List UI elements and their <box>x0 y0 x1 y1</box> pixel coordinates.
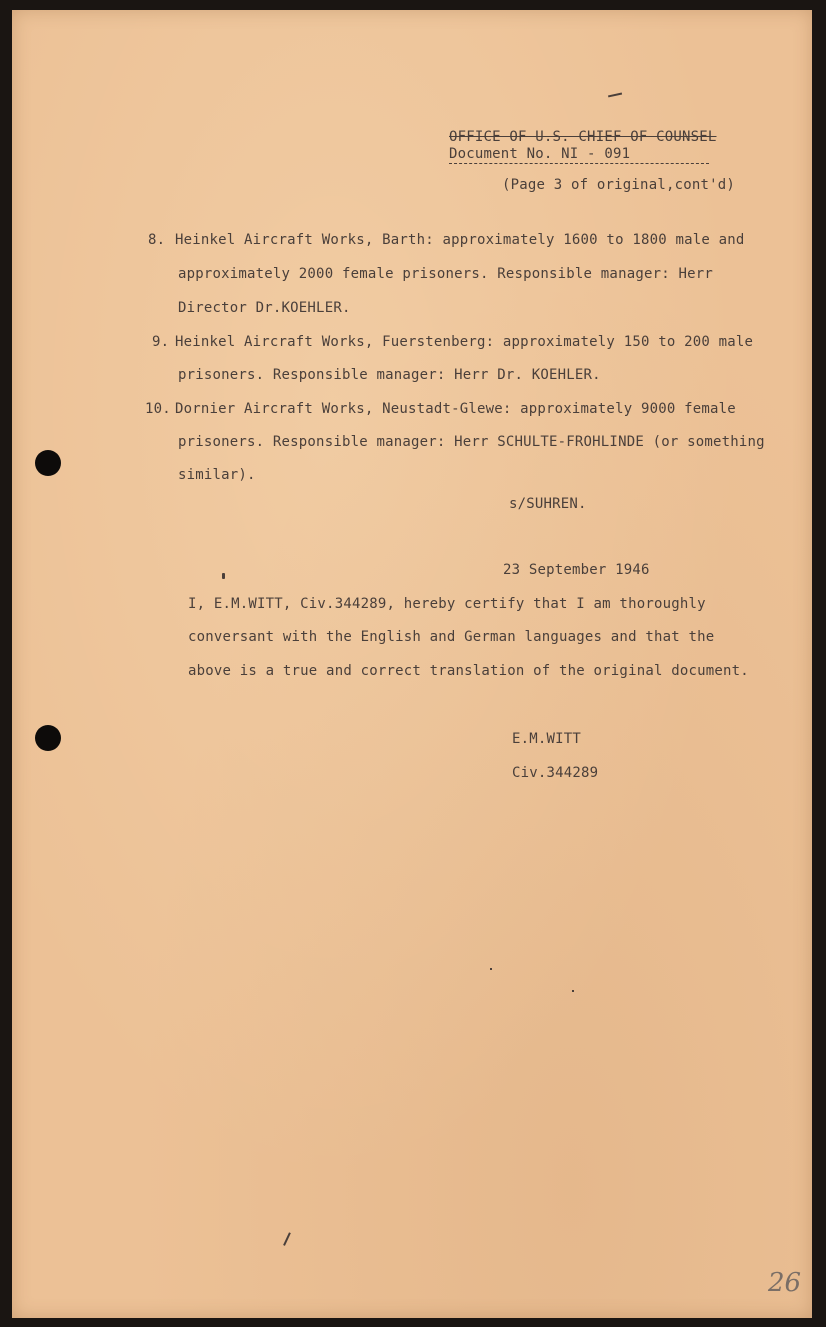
item-8-line-2: approximately 2000 female prisoners. Responsible manager: Herr <box>178 266 713 282</box>
item-number-10: 10. <box>145 401 171 417</box>
item-number-8: 8. <box>148 232 166 248</box>
item-9-line-1: Heinkel Aircraft Works, Fuerstenberg: approximately 150 to 200 male <box>175 334 754 350</box>
item-10-line-1: Dornier Aircraft Works, Neustadt-Glewe: approximately 9000 female <box>175 401 736 417</box>
item-8-line-1: Heinkel Aircraft Works, Barth: approximately 1600 to 1800 male and <box>175 232 745 248</box>
item-10-line-2: prisoners. Responsible manager: Herr SCHULTE-FROHLINDE (or something <box>178 434 765 450</box>
certification-line-1: I, E.M.WITT, Civ.344289, hereby certify that I am thoroughly <box>188 596 706 612</box>
item-number-9: 9. <box>152 334 170 350</box>
ink-mark <box>572 990 574 992</box>
page-note: (Page 3 of original,cont'd) <box>502 177 735 193</box>
header-underline <box>449 163 709 164</box>
signature-suhren: s/SUHREN. <box>509 496 587 512</box>
ink-mark <box>490 968 492 970</box>
handwritten-page-number: 26 <box>768 1268 802 1298</box>
certification-line-3: above is a true and correct translation of the original document. <box>188 663 749 679</box>
translator-id: Civ.344289 <box>512 765 599 781</box>
office-heading: OFFICE OF U.S. CHIEF OF COUNSEL <box>449 129 717 145</box>
document-page <box>12 10 812 1318</box>
punch-hole <box>35 450 61 476</box>
certification-line-2: conversant with the English and German languages and that the <box>188 629 715 645</box>
item-10-line-3: similar). <box>178 467 256 483</box>
item-8-line-3: Director Dr.KOEHLER. <box>178 300 351 316</box>
punch-hole <box>35 725 61 751</box>
document-number: Document No. NI - 091 <box>449 146 631 162</box>
ink-mark <box>283 1232 290 1245</box>
certification-date: 23 September 1946 <box>503 562 650 578</box>
ink-mark <box>222 573 225 579</box>
translator-name: E.M.WITT <box>512 731 582 747</box>
ink-mark <box>608 93 622 97</box>
item-9-line-2: prisoners. Responsible manager: Herr Dr. KOEHLER. <box>178 367 601 383</box>
